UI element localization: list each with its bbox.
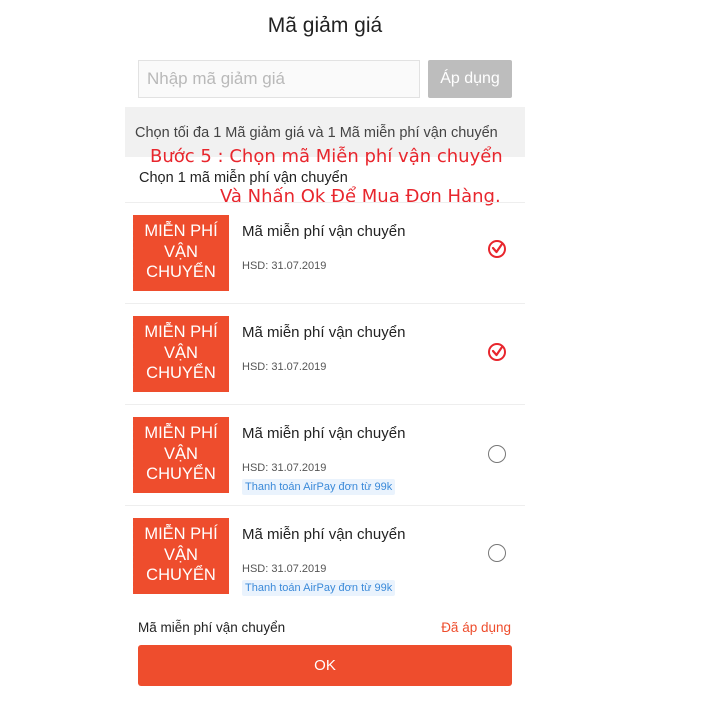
voucher-name: Mã miễn phí vận chuyển — [242, 425, 406, 442]
voucher-limit-notice: Chọn tối đa 1 Mã giảm giá và 1 Mã miễn phí vận chuyển — [125, 107, 525, 157]
page-title: Mã giảm giá — [267, 14, 383, 37]
voucher-name: Mã miễn phí vận chuyển — [242, 324, 406, 341]
voucher-expiry: HSD: 31.07.2019 — [242, 260, 327, 272]
voucher-code-input[interactable] — [138, 60, 420, 98]
voucher-item[interactable] — [125, 303, 525, 403]
voucher-condition-tag: Thanh toán AirPay đơn từ 99k — [242, 479, 395, 495]
badge-text: VẬN — [164, 444, 198, 463]
badge-text: MIỄN PHÍ — [144, 222, 218, 240]
voucher-expiry: HSD: 31.07.2019 — [242, 361, 327, 373]
badge-text: CHUYỂN — [146, 364, 216, 382]
badge-text: MIỄN PHÍ — [144, 424, 218, 442]
badge-text: CHUYỂN — [146, 263, 216, 281]
annotation-line-1: Bước 5 : Chọn mã Miễn phí vận chuyển — [150, 146, 503, 167]
free-shipping-badge — [133, 215, 229, 291]
voucher-expiry: HSD: 31.07.2019 — [242, 462, 327, 474]
section-label: Chọn 1 mã miễn phí vận chuyển — [139, 170, 348, 186]
voucher-name: Mã miễn phí vận chuyển — [242, 223, 406, 240]
voucher-expiry: HSD: 31.07.2019 — [242, 563, 327, 575]
voucher-name: Mã miễn phí vận chuyển — [242, 526, 406, 543]
badge-text: VẬN — [164, 343, 198, 362]
badge-text: VẬN — [164, 545, 198, 564]
badge-text: MIỄN PHÍ — [144, 525, 218, 543]
free-shipping-badge — [133, 316, 229, 392]
applied-status: Đã áp dụng — [441, 620, 511, 635]
radio-unselected-icon[interactable] — [488, 544, 506, 562]
radio-selected-icon[interactable] — [488, 240, 506, 258]
radio-selected-icon[interactable] — [488, 343, 506, 361]
ok-button[interactable]: OK — [138, 645, 512, 686]
apply-button[interactable]: Áp dụng — [428, 60, 512, 98]
checkmark-icon — [491, 242, 504, 255]
checkmark-icon — [491, 345, 504, 358]
voucher-item[interactable] — [125, 505, 525, 605]
voucher-condition-tag: Thanh toán AirPay đơn từ 99k — [242, 580, 395, 596]
free-shipping-badge — [133, 518, 229, 594]
badge-text: MIỄN PHÍ — [144, 323, 218, 341]
footer-label: Mã miễn phí vận chuyển — [138, 620, 286, 635]
badge-text: CHUYỂN — [146, 465, 216, 483]
badge-text: VẬN — [164, 242, 198, 261]
voucher-item[interactable] — [125, 202, 525, 302]
badge-text: CHUYỂN — [146, 566, 216, 584]
free-shipping-badge — [133, 417, 229, 493]
voucher-item[interactable] — [125, 404, 525, 504]
annotation-line-2: Và Nhấn Ok Để Mua Đơn Hàng. — [220, 186, 501, 207]
radio-unselected-icon[interactable] — [488, 445, 506, 463]
